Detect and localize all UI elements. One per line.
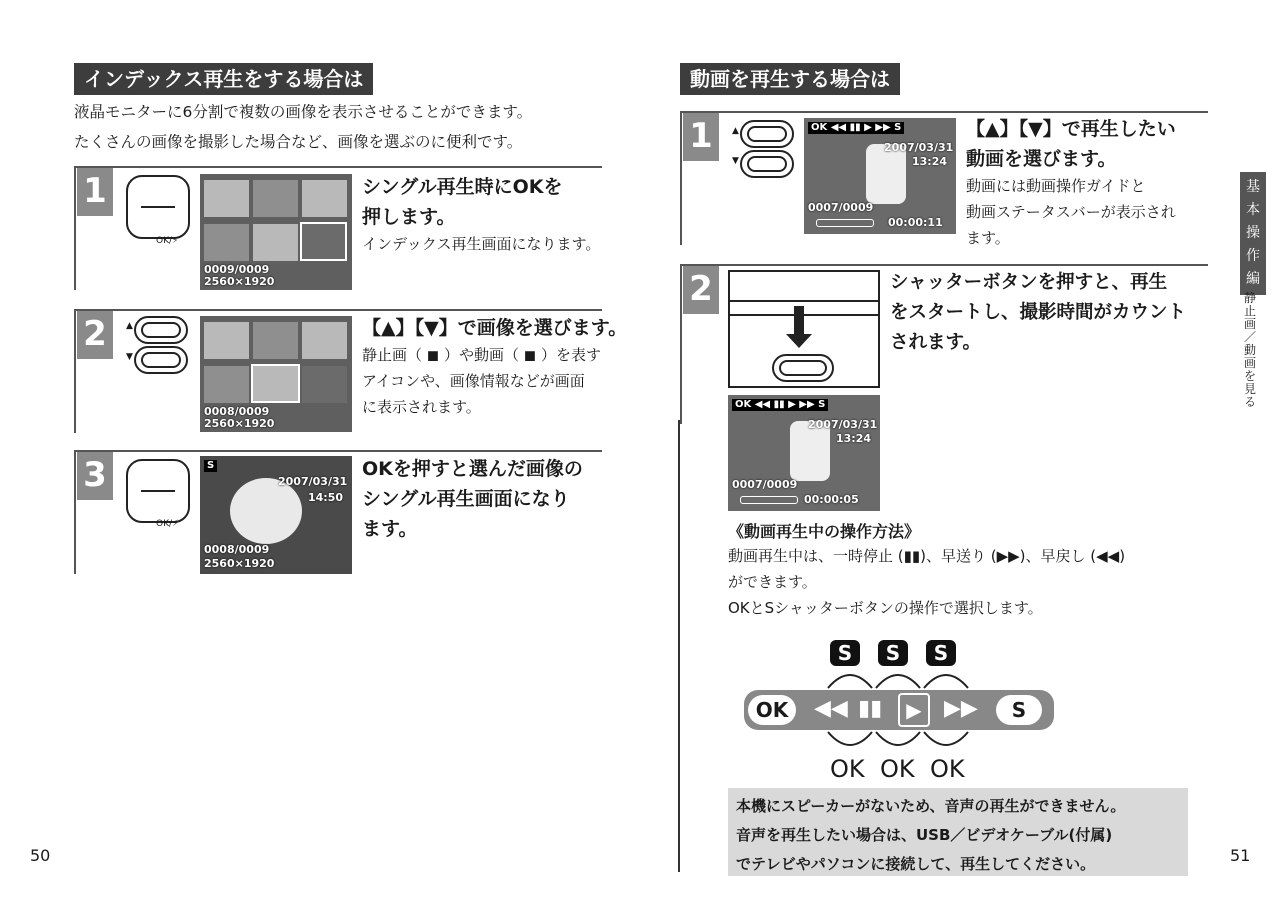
up-arrow-icon: ▲ (732, 126, 739, 136)
step-number: 3 (77, 452, 113, 500)
flow-bar (744, 690, 1054, 730)
title-line: シングル再生時にOKを (362, 176, 563, 198)
note-line: 音声を再生したい場合は、USB／ビデオケーブル(付属) (736, 826, 1113, 844)
title-line: されます。 (890, 332, 982, 353)
shutter-s-icon: S (926, 640, 956, 666)
screen-resolution: 2560×1920 (204, 275, 275, 288)
note-line: でテレビやパソコンに接続して、再生してください。 (736, 855, 1096, 873)
ok-button-icon (126, 175, 190, 239)
screen-date: 2007/03/31 (884, 141, 954, 154)
play-icon: ▶ (898, 693, 930, 727)
screen-resolution: 2560×1920 (204, 557, 275, 570)
title-line: OKを押すと選んだ画像の (362, 458, 583, 480)
desc-line: 動画には動画操作ガイドと (966, 177, 1146, 195)
title-line: をスタートし、撮影時間がカウント (890, 302, 1187, 323)
divider (74, 309, 76, 433)
index-screen (200, 174, 352, 290)
ok-label: OK/⚡ (156, 236, 179, 246)
divider (74, 166, 76, 290)
shutter-illustration (728, 270, 880, 388)
right-section-title: 動画を再生する場合は (680, 63, 900, 95)
down-button-icon (740, 150, 794, 178)
divider (74, 450, 602, 452)
photo-screen (200, 456, 352, 574)
left-intro (74, 97, 532, 157)
press-arrow-icon (794, 306, 804, 336)
chapter-tab (1240, 172, 1266, 295)
ok-button-icon (126, 459, 190, 523)
screen-counter: 0007/0009 (808, 201, 874, 214)
desc-line: ます。 (966, 229, 1010, 247)
screen-time: 14:50 (308, 491, 344, 504)
progress-bar (816, 219, 874, 227)
flow-arrows-top (820, 666, 980, 690)
step-number: 1 (683, 113, 719, 161)
step-number: 1 (77, 168, 113, 216)
operation-title: 《動画再生中の操作方法》 (728, 522, 921, 541)
down-arrow-icon: ▼ (126, 352, 133, 362)
movie-controls: OK ◀◀ ▮▮ ▶ ▶▶ S (732, 399, 828, 411)
flow-arrows-bottom (820, 730, 980, 754)
progress-bar (740, 496, 798, 504)
divider (680, 264, 682, 424)
page-number: 51 (1230, 846, 1251, 865)
page-gutter (678, 420, 680, 872)
screen-counter: 0008/0009 (204, 543, 270, 556)
step-desc (966, 173, 1176, 251)
down-button-icon (134, 346, 188, 374)
fast-forward-icon: ▶▶ (944, 696, 978, 721)
pause-icon: ▮▮ (858, 696, 883, 721)
divider (74, 166, 602, 168)
op-line: 動画再生中は、一時停止 (▮▮)、早送り (▶▶)、早戻し (◀◀) (728, 547, 1126, 565)
divider (74, 309, 602, 311)
up-button-icon (740, 120, 794, 148)
tab-char: 作 (1246, 248, 1260, 264)
movie-controls: OK ◀◀ ▮▮ ▶ ▶▶ S (808, 122, 904, 134)
step-number: 2 (683, 266, 719, 314)
shutter-button-icon (772, 354, 834, 382)
screen-elapsed: 00:00:11 (888, 216, 943, 229)
divider (680, 111, 1208, 113)
screen-counter: 0008/0009 (204, 405, 270, 418)
shutter-s-icon: S (830, 640, 860, 666)
title-line: ます。 (362, 518, 418, 540)
flow-ok: OK (748, 695, 796, 725)
title-line: 押します。 (362, 206, 456, 228)
step-title (362, 454, 583, 544)
desc-line: に表示されます。 (362, 398, 481, 416)
screen-resolution: 2560×1920 (204, 417, 275, 430)
index-screen (200, 316, 352, 432)
divider (680, 111, 682, 245)
flow-ok-label: OK (880, 755, 915, 783)
movie-screen (804, 118, 956, 234)
tab-char: 本 (1246, 202, 1260, 218)
screen-badge: S (204, 460, 217, 472)
tab-char: 操 (1246, 225, 1260, 241)
left-section-title: インデックス再生をする場合は (74, 63, 373, 95)
screen-date: 2007/03/31 (808, 418, 878, 431)
title-line: 【▲】【▼】で再生したい (966, 118, 1176, 140)
down-arrow-icon: ▼ (732, 156, 739, 166)
step-number: 2 (77, 311, 113, 359)
step-title (890, 268, 1186, 358)
title-line: シングル再生画面になり (362, 488, 570, 510)
rewind-icon: ◀◀ (814, 696, 848, 721)
flow-ok-label: OK (930, 755, 965, 783)
title-line: 動画を選びます。 (966, 148, 1117, 170)
press-arrow-head-icon (786, 334, 812, 348)
screen-date: 2007/03/31 (278, 475, 348, 488)
screen-time: 13:24 (912, 155, 948, 168)
screen-elapsed: 00:00:05 (804, 493, 859, 506)
step-desc: インデックス再生画面になります。 (362, 235, 601, 253)
intro-line: たくさんの画像を撮影した場合など、画像を選ぶのに便利です。 (74, 133, 523, 151)
step-desc (362, 342, 601, 420)
screen-counter: 0009/0009 (204, 263, 270, 276)
title-line: シャッターボタンを押すと、再生 (890, 272, 1168, 293)
screen-time: 13:24 (836, 432, 872, 445)
tab-char: 編 (1246, 271, 1260, 287)
desc-line: 動画ステータスバーが表示され (966, 203, 1176, 221)
page-number: 50 (30, 846, 51, 865)
step-title (362, 172, 562, 232)
shutter-s-icon: S (878, 640, 908, 666)
note-line: 本機にスピーカーがないため、音声の再生ができません。 (736, 797, 1126, 815)
flow-ok-label: OK (830, 755, 865, 783)
op-line: ができます。 (728, 573, 817, 591)
flow-s: S (996, 695, 1042, 725)
divider (74, 450, 76, 574)
operation-text (728, 543, 1125, 621)
movie-screen (728, 395, 880, 511)
desc-line: アイコンや、画像情報などが画面 (362, 372, 585, 390)
screen-counter: 0007/0009 (732, 478, 798, 491)
side-text: 静止画／動画を見る (1244, 291, 1257, 409)
divider (680, 264, 1208, 266)
up-arrow-icon: ▲ (126, 321, 133, 331)
tab-char: 基 (1246, 179, 1260, 195)
note-box (728, 788, 1188, 876)
step-title: 【▲】【▼】で画像を選びます。 (362, 317, 628, 339)
desc-line: 静止画（ ◼ ）や動画（ ◼ ）を表す (362, 346, 601, 364)
step-title (966, 114, 1176, 174)
ok-label: OK/⚡ (156, 519, 179, 529)
op-line: OKとSシャッターボタンの操作で選択します。 (728, 599, 1043, 617)
intro-line: 液晶モニターに6分割で複数の画像を表示させることができます。 (74, 103, 533, 121)
up-button-icon (134, 316, 188, 344)
